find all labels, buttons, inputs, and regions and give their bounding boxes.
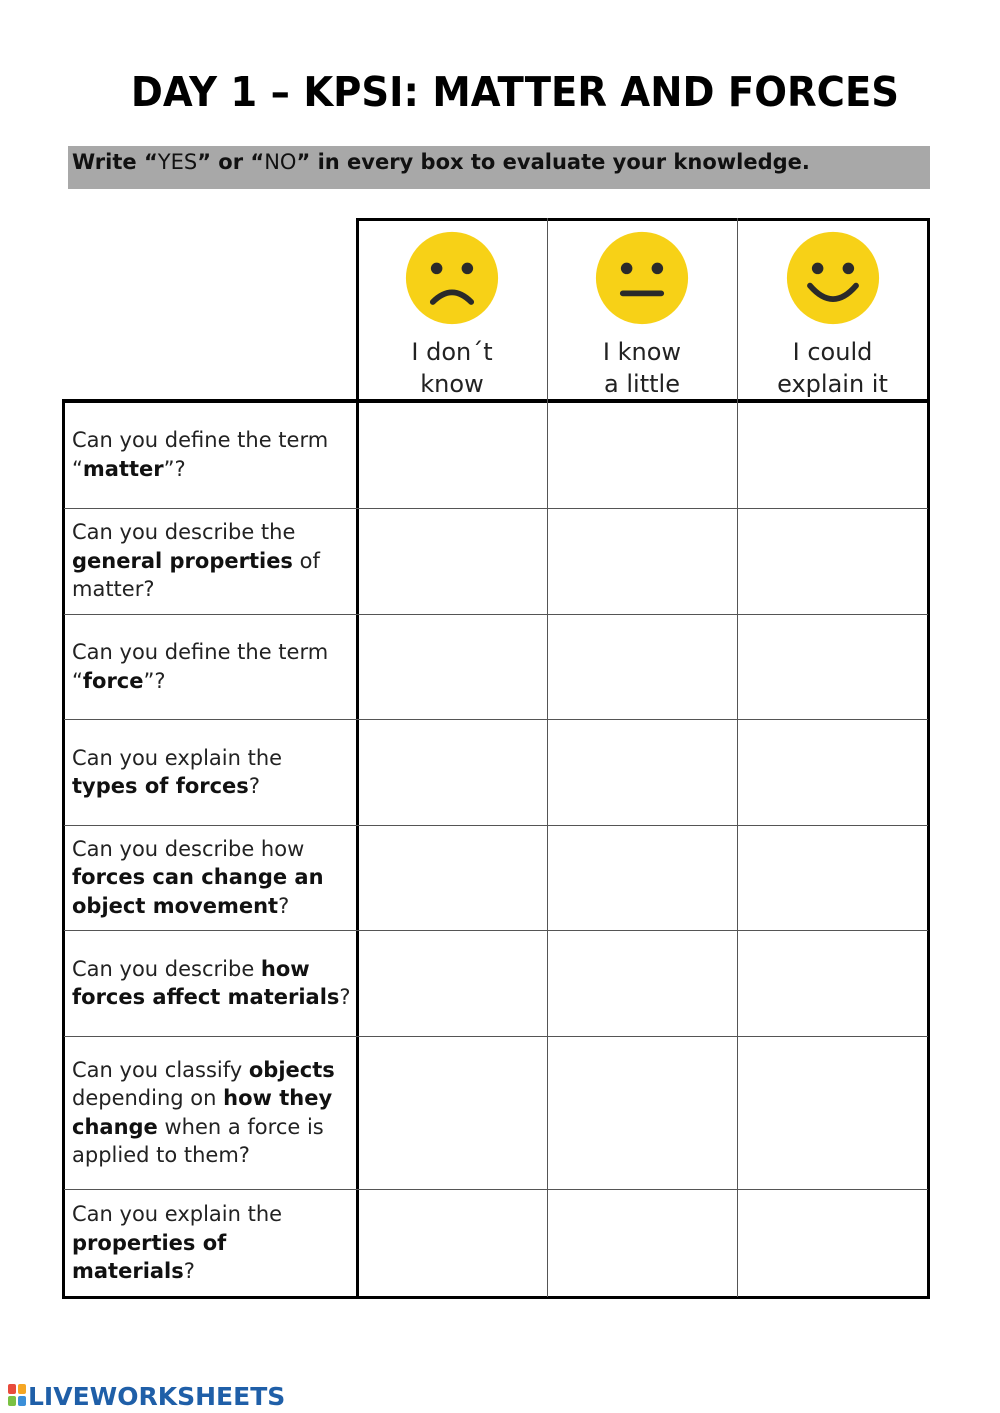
sad-face-icon [404, 230, 500, 326]
answer-box[interactable] [739, 931, 927, 1035]
question-text [72, 638, 353, 695]
question-text-part: Can you describe [72, 956, 261, 981]
instruction-text-3: ” in every box to evaluate your knowledge. [296, 150, 810, 174]
row-divider [64, 825, 928, 826]
answer-box[interactable] [739, 509, 927, 613]
question-text [72, 518, 353, 604]
happy-face-icon [785, 230, 881, 326]
question-text-part: ? [248, 774, 260, 798]
question-keyword: types of forces [72, 774, 249, 798]
question-cell [62, 401, 353, 508]
column-label-line2: a little [604, 370, 680, 398]
question-keyword: forces can change an object movement [72, 865, 324, 918]
question-cell [62, 1189, 353, 1297]
question-cell [62, 825, 353, 930]
question-keyword: properties of materials [72, 1230, 227, 1284]
answer-box[interactable] [739, 826, 927, 929]
question-text-part: ? [183, 1259, 195, 1284]
question-text-part: ? [278, 893, 290, 918]
column-header-could-explain [737, 218, 928, 401]
page-title: DAY 1 – KPSI: MATTER AND FORCES [130, 68, 900, 116]
column-header-know-little [547, 218, 737, 401]
table-border [927, 218, 930, 1299]
instruction-banner [68, 146, 930, 189]
question-keyword: objects [248, 1057, 335, 1082]
question-text [72, 1200, 353, 1286]
liveworksheets-brand: LIVEWORKSHEETS [28, 1381, 286, 1411]
question-text-part: ”? [163, 456, 186, 481]
answer-box[interactable] [739, 720, 927, 824]
row-divider [64, 719, 928, 720]
row-divider [64, 508, 928, 509]
question-cell [62, 614, 353, 719]
question-keyword: general properties [72, 548, 293, 573]
instruction-text-1: Write “ [72, 150, 158, 174]
column-label-line2: explain it [777, 370, 888, 398]
table-border [356, 218, 359, 1299]
answer-box[interactable] [739, 615, 927, 718]
question-text [72, 955, 353, 1012]
answer-box[interactable] [549, 1190, 736, 1296]
answer-box[interactable] [359, 826, 546, 929]
question-text-part: Can you classify [72, 1057, 249, 1082]
liveworksheets-logo-icon [8, 1384, 26, 1408]
question-text-part: when a force is applied to them? [72, 1114, 324, 1167]
answer-box[interactable] [359, 1037, 546, 1188]
column-label-line1: I don´t [411, 338, 493, 366]
answer-box[interactable] [739, 1190, 927, 1296]
instruction-text-2: ” or “ [197, 150, 265, 174]
question-text-part: Can you describe the [72, 520, 296, 545]
table-border [62, 399, 65, 1299]
question-text-part: Can you describe how [72, 836, 305, 861]
question-text [72, 744, 353, 801]
liveworksheets-logo [8, 1381, 285, 1411]
table-border [357, 218, 930, 221]
question-cell [62, 719, 353, 825]
question-text-part: Can you define the term “ [72, 640, 329, 693]
question-keyword: how forces affect materials [72, 956, 340, 1009]
question-cell [62, 930, 353, 1036]
question-text-part: Can you explain the [72, 745, 283, 770]
question-cell [62, 1036, 353, 1189]
question-keyword: how they change [72, 1086, 333, 1139]
question-keyword: matter [82, 456, 164, 481]
question-text-part: ”? [143, 668, 166, 693]
answer-box[interactable] [359, 931, 546, 1035]
question-text-part: ? [339, 985, 351, 1009]
question-text [72, 1056, 353, 1170]
question-keyword: force [82, 668, 144, 693]
column-divider [737, 218, 738, 1297]
row-divider [64, 614, 928, 615]
column-divider [547, 218, 548, 1297]
answer-box[interactable] [549, 402, 736, 507]
answer-box[interactable] [549, 826, 736, 929]
column-label-line1: I could [792, 338, 873, 366]
neutral-face-icon [594, 230, 690, 326]
table-border [62, 399, 930, 403]
question-text [72, 426, 353, 483]
answer-box[interactable] [359, 720, 546, 824]
row-divider [64, 1189, 928, 1190]
answer-box[interactable] [549, 509, 736, 613]
row-divider [64, 930, 928, 931]
question-text-part: depending on [72, 1086, 224, 1110]
answer-box[interactable] [739, 402, 927, 507]
table-border [62, 1296, 930, 1299]
question-text-part: Can you define the term “ [72, 428, 329, 481]
answer-box[interactable] [359, 1190, 546, 1296]
question-text-part: Can you explain the [72, 1202, 283, 1227]
answer-box[interactable] [549, 1037, 736, 1188]
question-text [72, 835, 353, 921]
answer-box[interactable] [359, 402, 546, 507]
answer-box[interactable] [739, 1037, 927, 1188]
answer-box[interactable] [359, 615, 546, 718]
answer-box[interactable] [549, 931, 736, 1035]
answer-box[interactable] [359, 509, 546, 613]
column-label-line1: I know [602, 338, 682, 366]
column-header-dont-know [357, 218, 547, 401]
question-text-part: of matter? [72, 548, 320, 602]
answer-box[interactable] [549, 615, 736, 718]
instruction-no: NO [264, 150, 297, 174]
column-label-line2: know [420, 370, 484, 398]
instruction-yes: YES [157, 150, 198, 174]
question-cell [62, 508, 353, 614]
row-divider [64, 1036, 928, 1037]
answer-box[interactable] [549, 720, 736, 824]
